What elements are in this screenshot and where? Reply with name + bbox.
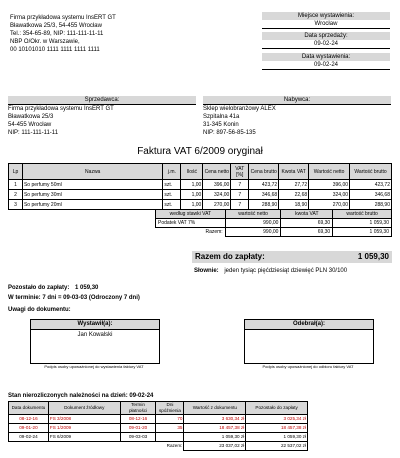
dues-cell: 35 bbox=[156, 424, 184, 433]
item-cell: 288,90 bbox=[249, 200, 279, 210]
item-cell: szt. bbox=[163, 180, 181, 190]
items-header-lp: Lp bbox=[9, 164, 23, 180]
sale-date-box bbox=[262, 32, 390, 49]
items-header-net-price: Cena netto bbox=[203, 164, 231, 180]
dues-header-remaining: Pozostało do zapłaty bbox=[246, 402, 308, 415]
item-cell: 7 bbox=[231, 200, 249, 210]
in-words-value: jeden tysiąc pięćdziesiąt dziewięć PLN 30/100 bbox=[224, 268, 348, 274]
sale-date-value: 09-02-24 bbox=[262, 40, 390, 49]
vat-header-rate: według stawki VAT bbox=[156, 210, 226, 219]
dues-total-remaining: 22 537,02 zł bbox=[246, 442, 308, 451]
in-words-label: Słownie: bbox=[194, 268, 219, 274]
item-cell: So perfumy 20ml bbox=[22, 200, 162, 210]
seller-block bbox=[8, 96, 196, 137]
items-header-vat-amount: Kwota VAT bbox=[279, 164, 309, 180]
items-table bbox=[8, 163, 392, 210]
place-label: Miejsce wystawienia: bbox=[262, 12, 390, 20]
items-header-net-value: Wartość netto bbox=[309, 164, 350, 180]
dues-total-label: Razem: bbox=[166, 443, 183, 449]
vat-row-net: 990,00 bbox=[225, 219, 281, 228]
seller-header-line1: Firma przykładowa systemu InsERT GT bbox=[10, 15, 116, 21]
item-cell: szt. bbox=[163, 200, 181, 210]
dues-cell bbox=[156, 433, 184, 442]
dues-header-document: Dokument źródłowy bbox=[48, 402, 120, 415]
buyer-line2: Szpitalna 41a bbox=[203, 114, 240, 120]
dues-cell: 08-12-16 bbox=[9, 415, 49, 424]
items-header-unit: j.m. bbox=[163, 164, 181, 180]
item-cell: So perfumy 30ml bbox=[22, 190, 162, 200]
items-header-qty: Ilość bbox=[181, 164, 203, 180]
item-cell: 1,00 bbox=[181, 180, 203, 190]
item-cell: 7 bbox=[231, 180, 249, 190]
dues-cell: FS 6/2009 bbox=[48, 433, 120, 442]
vat-header-net: wartość netto bbox=[225, 210, 281, 219]
dues-header-value: Wartość z dokumentu bbox=[184, 402, 246, 415]
notes-label: Uwagi do dokumentu: bbox=[8, 307, 71, 313]
received-by-box bbox=[244, 319, 374, 364]
vat-total-amount: 69,30 bbox=[281, 228, 333, 237]
dues-cell: FS 1/2009 bbox=[48, 424, 120, 433]
items-header-name: Nazwa bbox=[22, 164, 162, 180]
item-cell: 324,00 bbox=[309, 190, 350, 200]
dues-header-days-late: Dni spóźnienia bbox=[156, 402, 184, 415]
dues-header-date: Data dokumentu bbox=[9, 402, 49, 415]
dues-cell: 08-12-16 bbox=[120, 415, 156, 424]
vat-header-gross: wartość brutto bbox=[333, 210, 392, 219]
item-cell: 18,90 bbox=[279, 200, 309, 210]
place-box bbox=[262, 12, 390, 29]
dues-cell: 09-03-03 bbox=[120, 433, 156, 442]
received-by-label: Odebrał(a): bbox=[245, 320, 373, 330]
items-header-gross-value: Wartość brutto bbox=[350, 164, 392, 180]
table-row bbox=[9, 190, 392, 200]
in-words-row bbox=[194, 267, 394, 275]
dues-total-row bbox=[9, 442, 308, 451]
issued-by-box bbox=[30, 319, 160, 364]
item-cell: 7 bbox=[231, 190, 249, 200]
item-cell: 27,72 bbox=[279, 180, 309, 190]
buyer-block bbox=[203, 96, 391, 137]
item-cell: 396,00 bbox=[203, 180, 231, 190]
buyer-line4: NIP: 897-56-85-135 bbox=[203, 130, 256, 136]
place-value: Wrocław bbox=[262, 20, 390, 29]
dues-title: Stan nierozliczonych należności na dzień: 09-02-24 bbox=[8, 393, 154, 399]
vat-summary-table bbox=[155, 209, 392, 237]
item-cell: 1,00 bbox=[181, 190, 203, 200]
remaining-row bbox=[8, 284, 98, 292]
issue-date-box bbox=[262, 53, 390, 70]
dues-cell: 09-01-20 bbox=[120, 424, 156, 433]
dues-cell: 3 630,34 zł bbox=[184, 415, 246, 424]
dues-row-overdue bbox=[9, 415, 308, 424]
dues-cell: 3 025,34 zł bbox=[246, 415, 308, 424]
dues-cell: 1 059,30 zł bbox=[184, 433, 246, 442]
total-due-bar bbox=[192, 251, 392, 263]
seller-line1: Firma przykładowa systemu InsERT GT bbox=[8, 104, 196, 113]
vat-total-net: 990,00 bbox=[225, 228, 281, 237]
dues-cell: 1 059,30 zł bbox=[246, 433, 308, 442]
item-cell: 346,68 bbox=[249, 190, 279, 200]
seller-header-line5: 00 10101010 1111 1111 1111 1111 bbox=[10, 47, 100, 53]
vat-row-label: Podatek VAT 7% bbox=[156, 219, 226, 228]
items-header-vat: VAT [%] bbox=[231, 164, 249, 180]
total-due-label: Razem do zapłaty: bbox=[195, 252, 265, 261]
total-due-value: 1 059,30 bbox=[357, 252, 389, 261]
issued-by-caption: Podpis osoby upoważnionej do wystawienia faktury VAT bbox=[44, 364, 144, 369]
item-cell: 288,90 bbox=[350, 200, 392, 210]
dues-row bbox=[9, 433, 308, 442]
vat-total-label: Razem: bbox=[205, 229, 223, 236]
issued-by-name: Jan Kowalski bbox=[77, 332, 113, 338]
seller-header bbox=[10, 14, 210, 54]
dues-cell: 18 457,38 zł bbox=[246, 424, 308, 433]
table-row bbox=[9, 180, 392, 190]
received-by-caption: Podpis osoby upoważnionej do odbioru faktury VAT bbox=[262, 364, 354, 369]
seller-line3: 54-455 Wrocław bbox=[8, 122, 52, 128]
sale-date-label: Data sprzedaży: bbox=[262, 32, 390, 40]
issue-date-value: 09-02-24 bbox=[262, 61, 390, 70]
dues-row-overdue bbox=[9, 424, 308, 433]
vat-total-gross: 1 059,30 bbox=[333, 228, 392, 237]
invoice-title: Faktura VAT 6/2009 oryginał bbox=[137, 146, 263, 157]
seller-label: Sprzedawca: bbox=[8, 96, 196, 104]
buyer-line1: Sklep wielobranżowy ALEX bbox=[203, 104, 391, 113]
item-cell: szt. bbox=[163, 190, 181, 200]
dues-table bbox=[8, 401, 308, 451]
dues-header-due-date: Termin płatności bbox=[120, 402, 156, 415]
items-header-gross-price: Cena brutto bbox=[249, 164, 279, 180]
vat-row-gross: 1 059,30 bbox=[333, 219, 392, 228]
table-row bbox=[9, 200, 392, 210]
seller-header-line4: NBP O/Okr. w Warszawie, bbox=[10, 39, 80, 45]
item-cell: 270,00 bbox=[309, 200, 350, 210]
issue-date-label: Data wystawienia: bbox=[262, 53, 390, 61]
item-cell: 1 bbox=[9, 180, 23, 190]
dues-cell: 09-01-20 bbox=[9, 424, 49, 433]
seller-line2: Bławatkowa 25/3 bbox=[8, 114, 54, 120]
issued-by-label: Wystawił(a): bbox=[31, 320, 159, 330]
item-cell: 270,00 bbox=[203, 200, 231, 210]
item-cell: 3 bbox=[9, 200, 23, 210]
buyer-label: Nabywca: bbox=[203, 96, 391, 104]
payment-deadline: W terminie: 7 dni = 09-03-03 (Odroczony 7 dni) bbox=[8, 295, 140, 301]
item-cell: So perfumy 50ml bbox=[22, 180, 162, 190]
buyer-line3: 31-345 Konin bbox=[203, 122, 239, 128]
item-cell: 396,00 bbox=[309, 180, 350, 190]
dues-cell: 70 bbox=[156, 415, 184, 424]
remaining-value: 1 059,30 bbox=[75, 285, 99, 291]
seller-header-line2: Bławatkowa 25/3, 54-455 Wrocław bbox=[10, 23, 102, 29]
dues-cell: 18 457,38 zł bbox=[184, 424, 246, 433]
dues-cell: 09-02-24 bbox=[9, 433, 49, 442]
vat-row-amount: 69,30 bbox=[281, 219, 333, 228]
item-cell: 346,68 bbox=[350, 190, 392, 200]
seller-line4: NIP: 111-111-11-11 bbox=[8, 130, 59, 136]
remaining-label: Pozostało do zapłaty: bbox=[8, 285, 70, 291]
item-cell: 1,00 bbox=[181, 200, 203, 210]
item-cell: 324,00 bbox=[203, 190, 231, 200]
item-cell: 22,68 bbox=[279, 190, 309, 200]
seller-header-line3: Tel.: 354-65-89, NIP: 111-111-11-11 bbox=[10, 31, 104, 37]
dues-total-value: 23 037,02 zł bbox=[184, 442, 246, 451]
item-cell: 423,72 bbox=[249, 180, 279, 190]
item-cell: 2 bbox=[9, 190, 23, 200]
item-cell: 423,72 bbox=[350, 180, 392, 190]
vat-header-amount: kwota VAT bbox=[281, 210, 333, 219]
dues-cell: FS 3/2008 bbox=[48, 415, 120, 424]
